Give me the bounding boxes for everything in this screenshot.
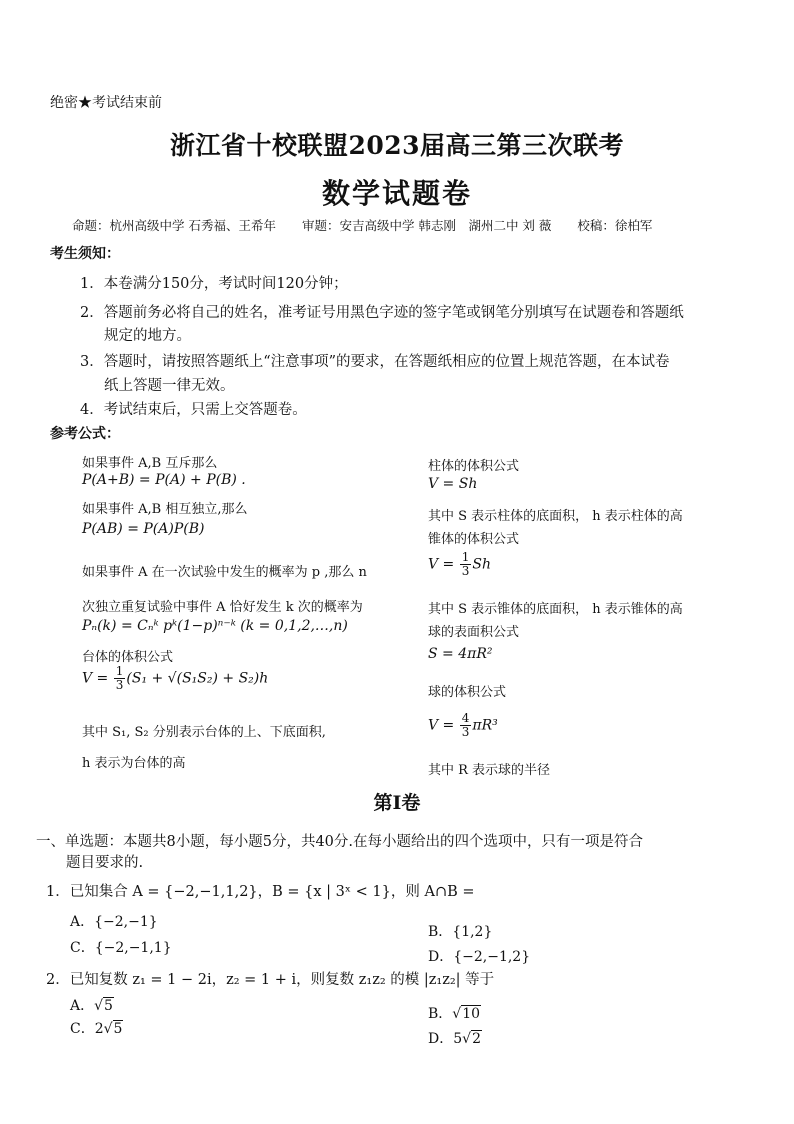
formula-left-4: P(AB) = P(A)P(B) xyxy=(82,521,205,537)
formula-right-7: 球的表面积公式 xyxy=(428,625,520,640)
formula-left-2: P(A+B) = P(A) + P(B) . xyxy=(82,472,246,488)
numerator: 1 xyxy=(115,664,124,678)
notice-item-3-cont: 纸上答题一律无效。 xyxy=(104,378,235,394)
q2-option-d-label: D．5 xyxy=(428,1031,463,1047)
formula-left-9-post: (S₁ + √(S₁S₂) + S₂)h xyxy=(126,670,269,687)
notice-heading: 考生须知： xyxy=(50,246,120,262)
formula-right-3: 其中 S 表示柱体的底面积， h 表示柱体的高 xyxy=(428,509,683,524)
notice-item-4: 4．考试结束后，只需上交答题卷。 xyxy=(80,402,307,418)
q1-option-c: C．{−2,−1,1} xyxy=(70,940,172,956)
q2-option-c: C．2√5 xyxy=(70,1021,123,1037)
formulas-heading: 参考公式： xyxy=(50,426,120,442)
formula-left-1: 如果事件 A,B 互斥那么 xyxy=(82,456,218,471)
formula-right-2: V = Sh xyxy=(428,476,478,492)
question-2-stem: 2．已知复数 z₁ = 1 − 2i，z₂ = 1 + i，则复数 z₁z₂ 的模 |z₁z₂| 等于 xyxy=(46,972,495,988)
q2-option-b: B．√10 xyxy=(428,1006,481,1022)
fraction xyxy=(460,712,472,739)
fraction xyxy=(114,665,126,692)
q2-option-c-value: 5 xyxy=(113,1021,123,1037)
denominator: 3 xyxy=(115,678,124,692)
q2-option-d-value: 2 xyxy=(472,1031,481,1047)
notice-item-3: 3．答题时，请按照答题纸上“注意事项”的要求，在答题纸相应的位置上规范答题，在本试卷 xyxy=(80,354,670,370)
q2-option-b-value: 10 xyxy=(462,1006,481,1022)
q1-option-d: D．{−2,−1,2} xyxy=(428,949,531,965)
notice-item-2: 2．答题前务必将自己的姓名，准考证号用黑色字迹的签字笔或钢笔分别填写在试题卷和答题纸 xyxy=(80,305,684,321)
fraction xyxy=(460,551,472,578)
formula-left-9-pre: V = xyxy=(82,670,113,687)
proofreader: 校稿：徐柏军 xyxy=(577,218,653,233)
formula-right-4: 锥体的体积公式 xyxy=(428,532,520,547)
denominator: 3 xyxy=(461,564,470,578)
q1-option-a: A．{−2,−1} xyxy=(70,914,158,930)
formula-left-9 xyxy=(82,665,268,692)
denominator: 3 xyxy=(461,725,470,739)
formula-right-10-post: πR³ xyxy=(472,717,498,734)
formula-left-11: h 表示为台体的高 xyxy=(82,756,186,771)
formula-right-6: 其中 S 表示锥体的底面积， h 表示锥体的高 xyxy=(428,602,683,617)
formula-right-10 xyxy=(428,712,498,739)
notice-item-2-cont: 规定的地方。 xyxy=(104,328,191,344)
q2-option-c-label: C．2 xyxy=(70,1021,104,1037)
formula-right-5-pre: V = xyxy=(428,556,459,573)
formula-right-5-post: Sh xyxy=(472,556,491,573)
formula-left-6: 次独立重复试验中事件 A 恰好发生 k 次的概率为 xyxy=(82,600,363,615)
q2-option-a-value: 5 xyxy=(104,998,113,1014)
q2-option-b-label: B． xyxy=(428,1006,453,1022)
formula-left-5: 如果事件 A 在一次试验中发生的概率为 p ,那么 n xyxy=(82,565,367,580)
formula-right-1: 柱体的体积公式 xyxy=(428,459,520,474)
formula-right-9: 球的体积公式 xyxy=(428,685,507,700)
q2-option-a: A．√5 xyxy=(70,998,113,1014)
q1-option-b: B．{1,2} xyxy=(428,924,493,940)
formula-left-7: Pₙ(k) = Cₙᵏ pᵏ(1−p)ⁿ⁻ᵏ (k = 0,1,2,…,n) xyxy=(82,618,348,634)
section-title: 第Ⅰ卷 xyxy=(373,792,421,814)
question-1-stem: 1．已知集合 A = {−2,−1,1,2}，B = {x | 3ˣ < 1}，则 A∩B = xyxy=(46,884,475,900)
numerator: 1 xyxy=(461,550,470,564)
authors-line xyxy=(72,216,674,234)
part1-instructions: 一、单选题：本题共8小题，每小题5分，共40分.在每小题给出的四个选项中，只有一项是符合 xyxy=(36,834,644,850)
formula-left-3: 如果事件 A,B 相互独立,那么 xyxy=(82,502,248,517)
formula-right-8: S = 4πR² xyxy=(428,646,493,662)
notice-item-1: 1．本卷满分150分，考试时间120分钟； xyxy=(80,276,348,292)
exam-title: 浙江省十校联盟2023届高三第三次联考 xyxy=(169,131,625,160)
secret-label: 绝密★考试结束前 xyxy=(50,95,162,111)
formula-left-8: 台体的体积公式 xyxy=(82,650,174,665)
formula-right-10-pre: V = xyxy=(428,717,459,734)
formula-right-11: 其中 R 表示球的半径 xyxy=(428,763,551,778)
proposer: 命题：杭州高级中学 石秀福、王希年 xyxy=(72,218,276,233)
q2-option-a-label: A． xyxy=(70,998,95,1014)
reviewer: 审题：安吉高级中学 韩志刚 湖州二中 刘 薇 xyxy=(301,218,552,233)
q2-option-d: D．5√2 xyxy=(428,1031,481,1047)
part1-instructions-cont: 题目要求的. xyxy=(66,855,144,871)
numerator: 4 xyxy=(461,711,470,725)
exam-subtitle: 数学试题卷 xyxy=(321,177,472,210)
formula-right-5 xyxy=(428,551,491,578)
formula-left-10: 其中 S₁, S₂ 分别表示台体的上、下底面积, xyxy=(82,725,326,740)
